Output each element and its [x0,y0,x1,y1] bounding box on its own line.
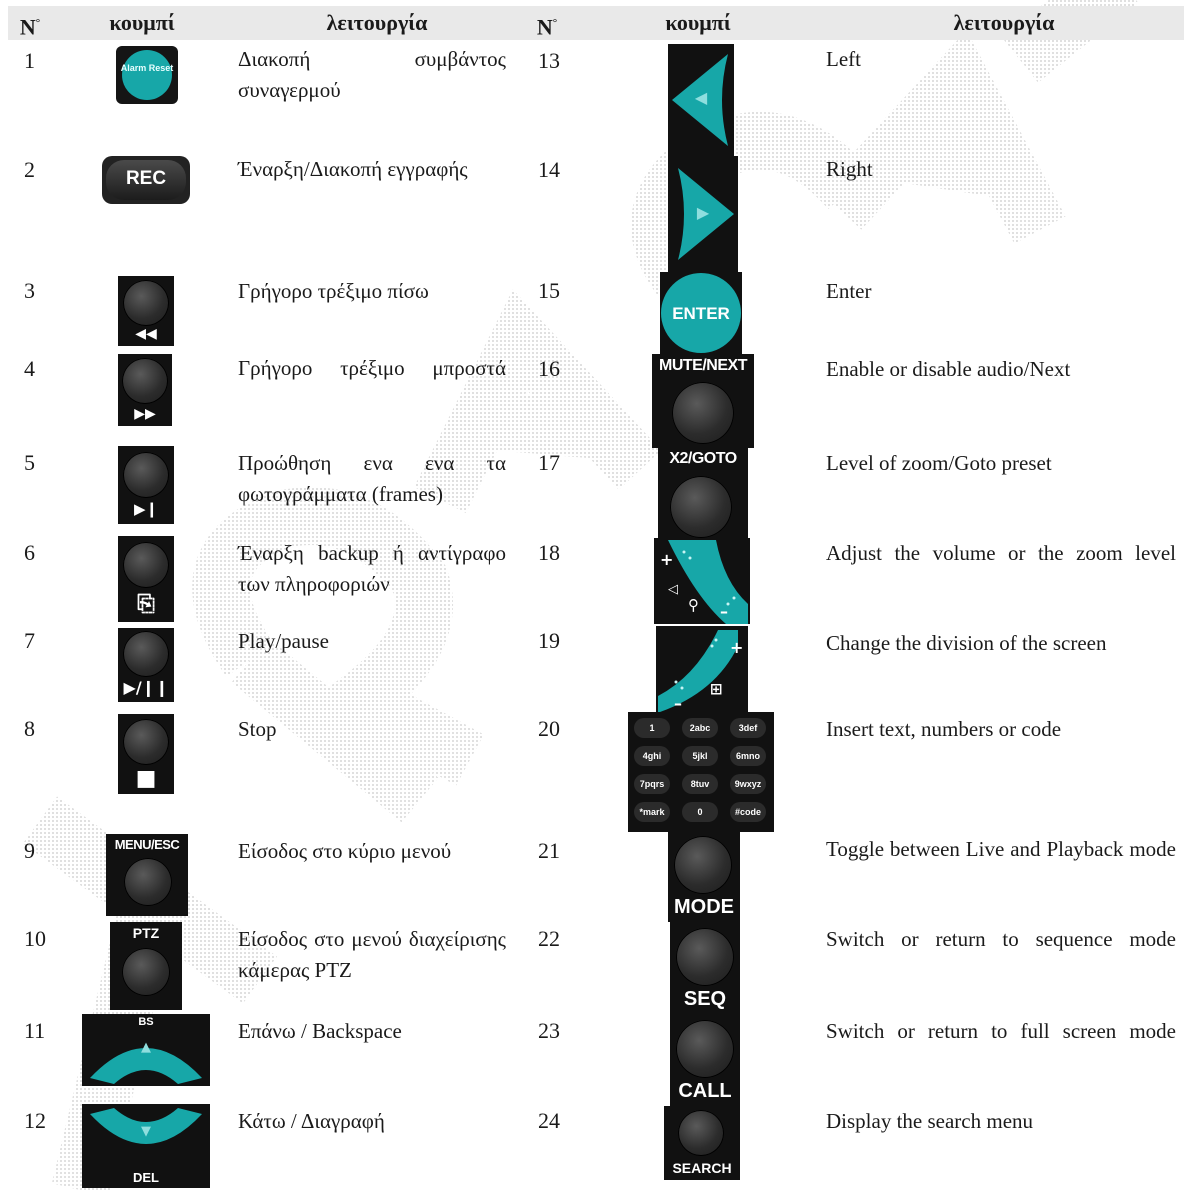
row-description: Enable or disable audio/Next [826,357,1071,381]
row-description: Insert text, numbers or code [826,717,1062,741]
mute-next-button: MUTE/NEXT [652,354,754,448]
enter-button: ENTER [660,272,742,354]
row-number: 6 [24,540,35,565]
call-button: CALL [670,1014,740,1106]
row-number: 2 [24,157,35,182]
row-number: 10 [24,926,46,951]
row-description: Enter [826,279,872,303]
row-number: 13 [538,48,560,73]
search-button: SEARCH [664,1106,740,1180]
rec-button: REC [102,156,190,204]
keypad-key: #code [730,802,766,822]
keypad-key: 7pqrs [634,774,670,794]
row-description: Adjust the volume or the zoom level [826,541,1176,565]
minus-icon: – [720,602,728,621]
stop-button: ■ [118,714,174,794]
menu-esc-button: MENU/ESC [106,834,188,916]
row-description: Level of zoom/Goto preset [826,451,1052,475]
x2-goto-button: X2/GOTO [658,448,748,538]
row-number: 4 [24,356,35,381]
magnifier-icon: ⚲ [688,596,699,614]
numeric-keypad [628,712,774,832]
left-arrow-button: ◀ [668,44,734,156]
up-backspace-button: BS ▲ [82,1014,210,1086]
row-number: 12 [24,1108,46,1133]
fast-forward-button: ▶▶ [118,354,172,426]
keypad-key: 8tuv [682,774,718,794]
backup-button: ⎘ [118,536,174,622]
row-description: Change the division of the screen [826,631,1107,655]
row-number: 14 [538,157,560,182]
row-number: 7 [24,628,35,653]
ptz-button: PTZ [110,922,182,1010]
play-pause-button: ▶/❙❙ [118,628,174,702]
row-number: 16 [538,356,560,381]
row-description: Είσοδος στο μενού διαχείρισης κάμερας PTZ [238,927,506,982]
keypad-key: 5jkl [682,746,718,766]
keypad-key: 1 [634,718,670,738]
header-function-right: λειτουργία [824,6,1184,40]
keypad-key: 9wxyz [730,774,766,794]
header-n: N° [8,6,52,40]
header-button: κουμπί [52,6,232,40]
header-function: λειτουργία [232,6,522,40]
row-description: Stop [238,717,277,741]
down-delete-button: ▼ DEL [82,1104,210,1188]
row-number: 9 [24,838,35,863]
row-description: Προώθηση ενα ενα τα φωτογράμματα (frames) [238,451,506,506]
row-description: Είσοδος στο κύριο μενού [238,839,452,863]
row-description: Play/pause [238,629,329,653]
screen-division-dial: + ⊞ – [656,626,748,712]
row-number: 18 [538,540,560,565]
volume-zoom-dial: + ◁ ⚲ – [654,538,750,624]
keypad-key: 2abc [682,718,718,738]
row-number: 3 [24,278,35,303]
row-description: Γρήγορο τρέξιμο μπροστά [238,356,506,380]
row-number: 23 [538,1018,560,1043]
minus-icon: – [674,694,682,712]
row-number: 19 [538,628,560,653]
row-number: 24 [538,1108,560,1133]
row-description: Left [826,47,861,71]
row-number: 15 [538,278,560,303]
row-description: Γρήγορο τρέξιμο πίσω [238,279,429,303]
fast-rewind-button: ◀◀ [118,276,174,346]
row-description: Επάνω / Backspace [238,1019,402,1043]
row-description: Διακοπή συμβάντος συναγερμού [238,47,506,102]
right-arrow-button: ▶ [668,156,738,272]
keypad-key: 4ghi [634,746,670,766]
keypad-key: *mark [634,802,670,822]
row-description: Switch or return to full screen mode [826,1019,1176,1043]
seq-button: SEQ [670,922,740,1014]
row-description: Έναρξη backup ή αντίγραφο των πληροφοριών [238,541,506,596]
frame-step-button: ▶❙ [118,446,174,524]
row-number: 5 [24,450,35,475]
row-description: Toggle between Live and Playback mode [826,837,1176,861]
row-description: Έναρξη/Διακοπή εγγραφής [238,157,468,181]
grid-icon: ⊞ [710,680,723,698]
row-number: 1 [24,48,35,73]
row-number: 8 [24,716,35,741]
row-description: Κάτω / Διαγραφή [238,1109,385,1133]
keypad-key: 0 [682,802,718,822]
header-button-right: κουμπί [572,6,824,40]
mode-button: MODE [668,832,740,922]
header-n-right: N° [522,6,572,40]
row-number: 21 [538,838,560,863]
row-number: 20 [538,716,560,741]
row-number: 17 [538,450,560,475]
speaker-icon: ◁ [668,582,678,597]
keypad-key: 3def [730,718,766,738]
row-number: 22 [538,926,560,951]
alarm-reset-button: Alarm Reset [116,46,178,104]
row-number: 11 [24,1018,46,1043]
keypad-key: 6mno [730,746,766,766]
row-description: Display the search menu [826,1109,1034,1133]
row-description: Right [826,157,873,181]
row-description: Switch or return to sequence mode [826,927,1176,951]
